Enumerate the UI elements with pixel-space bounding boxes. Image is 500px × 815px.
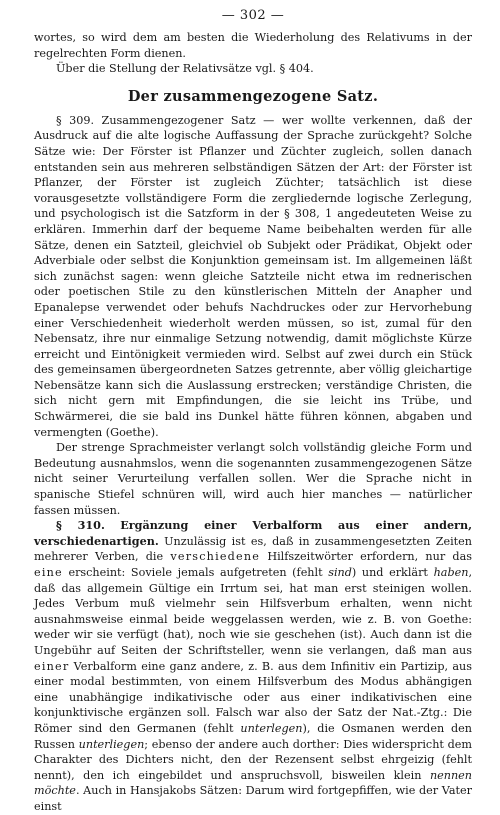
text-run: erscheint: Soviele jemals aufgetreten (fehlt <box>62 566 329 579</box>
paragraph-continuation: wortes, so wird dem am besten die Wiederholung des Relativums in der regelrechten Form dienen. <box>34 31 472 60</box>
section-heading: Der zusammengezogene Satz. <box>127 87 379 105</box>
text-run: . Auch in Hansjakobs Sätzen: Darum wird fortgepfiffen, wie der Vater einst <box>34 784 472 813</box>
text-run: ), die Osmanen werden den Russen <box>34 721 473 751</box>
text-run: ; ebenso der andere auch dorther: Dies widerspricht dem Charakter des Dichters nicht, den der Rezensent selbst ehrgeizig (fehlt nennt), den ich eingebildet und anspruchsvoll, bisweilen klein <box>34 737 472 782</box>
text-run: Verbalform eine ganz andere, z. B. aus dem Infinitiv ein Partizip, aus einer modal bestimmten, von einem Hilfsverbum des Modus abhängigen eine unabhängige indikativische oder aus einer indikativischen eine konjunktivische ergänzen soll. Falsch war also der Satz der Nat.-Ztg.: Die Römer sind den Germanen (fehlt <box>34 659 472 735</box>
text-run: Unzulässig ist es, daß in zusammengesetzten Zeiten mehrerer Verben, die <box>34 534 472 564</box>
emphasis-spaced: eine <box>34 566 63 579</box>
document-page <box>34 8 472 815</box>
text-run: ) und erklärt <box>351 566 434 579</box>
paragraph-cross-reference: Über die Stellung der Relativsätze vgl. § 404. <box>56 62 314 76</box>
emphasis-italic: haben <box>433 566 469 579</box>
emphasis-italic: nennen möchte <box>34 768 472 798</box>
paragraph-309-remark: Der strenge Sprachmeister verlangt solch vollständig gleiche Form und Bedeutung ausnahmslos, wenn die sogenannten zusammengezogenen Sätze nicht seiner Verurteilung verfallen sollen. Wer die Sprache nicht in spanische Stiefel schnüren will, wird auch hier manches — natürlicher fassen müssen. <box>34 441 472 517</box>
emphasis-spaced: verschiedene <box>170 550 261 564</box>
emphasis-spaced: einer <box>34 659 70 673</box>
emphasis-italic: sind <box>328 566 352 579</box>
emphasis-italic: unterlegen <box>240 721 303 735</box>
text-run: , daß das allgemein Gültige ein Irrtum sei, hat man erst steinigen wollen. Jedes Verbum muß vielmehr sein Hilfsverbum erhalten, wenn nicht ausnahmsweise einmal beide weggelassen werden, wie z. B. von Goethe: weder wir sie verfügt (hat), noch wie sie geschehen (ist). Auch dann ist die Ungebühr auf Seiten der Schriftsteller, wenn sie verlangen, daß man aus <box>34 566 472 657</box>
paragraph-309: § 309. Zusammengezogener Satz — wer wollte verkennen, daß der Ausdruck auf die alte logische Auffassung der Sprache zurückgeht? Solche Sätze wie: Der Förster ist Pflanzer und Züchter zugleich, sollen danach entstanden sein aus mehreren selbständigen Sätzen der Art: der Förster ist Pflanzer, der Förster ist zugleich Züchter; tatsächlich ist diese vorausgesetzte vollständigere Form die zergliedernde logische Zerlegung, und psychologisch ist die Satzform in der § 308, 1 angedeuteten Weise zu erklären. Immerhin darf der bequeme Name beibehalten werden für alle Sätze, denen ein Satzteil, gleichviel ob Subjekt oder Prädikat, Objekt oder Adverbiale oder selbst die Konjunktion gemeinsam ist. Im allgemeinen läßt sich zunächst sagen: wenn gleiche Satzteile nicht etwa im rednerischen oder poetischen Stile zu den künstlerischen Mitteln der Anapher und Epanalepse verwendet oder behufs Nachdruckes oder zur Hervorhebung einer Verschiedenheit wiederholt werden müssen, so ist, zumal für den Nebensatz, ihre nur einmalige Setzung notwendig, damit möglichste Kürze erreicht und Eintönigkeit vermieden wird. Selbst auf zwei durch ein Stück des gemeinsamen übergeordneten Satzes getrennte, aber völlig gleichartige Nebensätze kann sich die Auslassung erstrecken; verständige Christen, die sich nicht gern mit Empfindungen, die sie leicht ins Trübe, und Schwärmerei, die sie bald ins Dunkel hätte führen können, abgaben und vermengten (Goethe). <box>34 113 472 439</box>
emphasis-italic: unterliegen <box>78 737 145 751</box>
page-number: — 302 — <box>221 8 285 23</box>
section-310-number: § 310. <box>56 518 105 533</box>
text-run: Hilfszeitwörter erfordern, nur das <box>260 550 472 564</box>
paragraph-310 <box>34 518 472 814</box>
section-310-title: Ergänzung einer Verbalform aus einer andern, verschiedenartigen. <box>34 518 472 548</box>
